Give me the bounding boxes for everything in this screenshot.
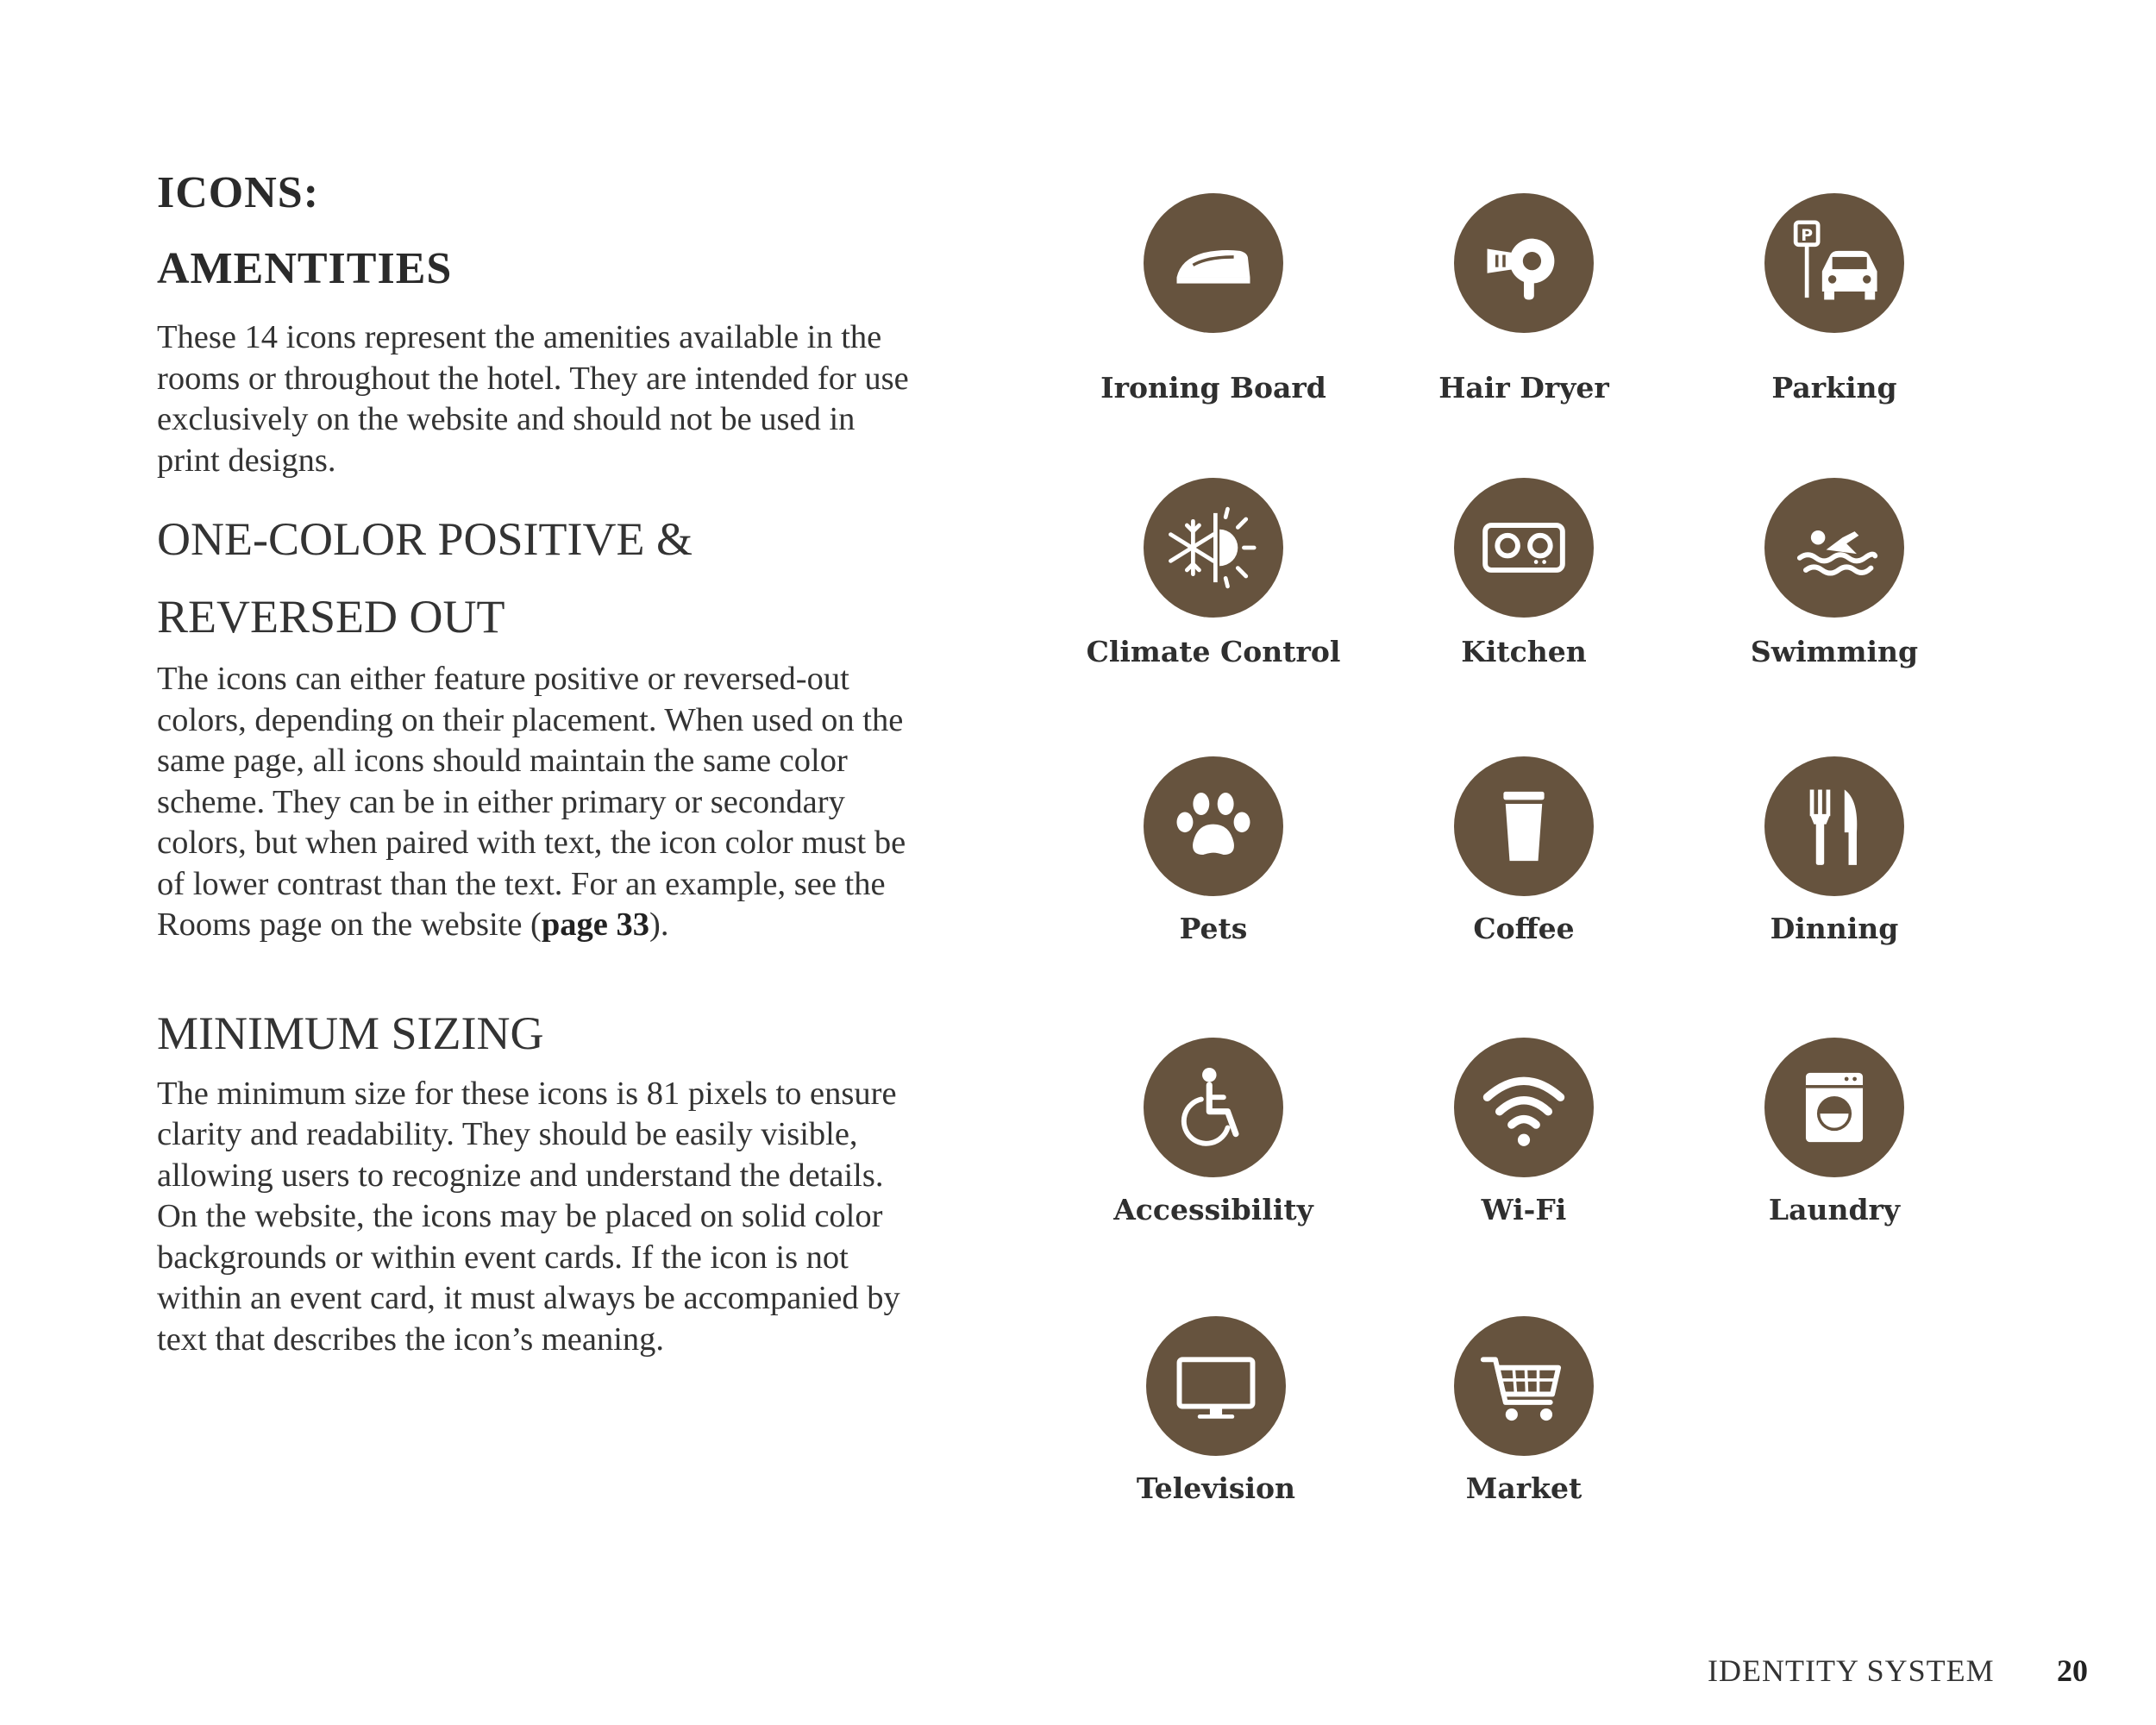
color-paragraph-end: ). [649,906,669,943]
amenity-label: Laundry [1768,1193,1901,1226]
amenity-label: Dinning [1770,912,1899,945]
shopping-cart-icon [1454,1316,1594,1456]
amenity-hair-dryer [1369,193,1679,405]
fork-knife-icon [1764,756,1904,896]
sizing-paragraph: The minimum size for these icons is 81 pixels to ensure clarity and readability. They should be easily visible, allowing users to recognize and understand the details. On the website, the icons may be placed on solid color backgrounds or within event cards. If the icon is not within an event card, it must always be accompanied by text that describes the icon’s meaning. [157,1075,900,1358]
svg-text:P: P [1801,226,1814,246]
amenity-laundry [1679,1038,1990,1226]
wheelchair-icon [1144,1038,1283,1177]
section-title-color-line1: ONE-COLOR POSITIVE & [157,513,693,565]
amenity-pets [1058,756,1369,945]
amenity-wifi [1369,1038,1679,1226]
amenity-market [1369,1316,1679,1505]
swimming-icon [1764,478,1904,618]
amenity-label: Accessibility [1113,1193,1313,1226]
page-number: 20 [2057,1653,2088,1688]
kitchen-icon [1454,478,1594,618]
wifi-icon [1454,1038,1594,1177]
amenity-kitchen [1369,478,1679,668]
section-title-color-line2: REVERSED OUT [157,591,505,643]
amenity-label: Hair Dryer [1438,371,1609,405]
amenity-label: Pets [1179,912,1248,945]
television-icon [1146,1316,1286,1456]
intro-paragraph: These 14 icons represent the amenities available in the rooms or throughout the hotel. They are intended for use exclusively on the website and should not be used in print designs. [157,319,909,479]
amenity-label: Kitchen [1461,635,1587,668]
amenity-label: Climate Control [1086,635,1341,668]
hair-dryer-icon [1454,193,1594,333]
amenity-climate-control [1058,478,1369,668]
page-title-line1: ICONS: [157,168,320,217]
page-title-line2: AMENTITIES [157,244,453,293]
amenity-label: Parking [1771,371,1897,405]
amenity-dinning [1679,756,1990,945]
amenity-label: Ironing Board [1100,371,1326,405]
page-reference: page 33 [541,906,649,943]
amenity-label: Television [1136,1471,1296,1505]
section-title-sizing: MINIMUM SIZING [157,1007,544,1059]
amenity-label: Coffee [1473,912,1575,945]
amenity-parking [1679,193,1990,405]
text-column [157,155,916,1360]
paw-icon [1144,756,1283,896]
amenity-label: Wi-Fi [1481,1193,1567,1226]
color-paragraph-text: The icons can either feature positive or reversed-out colors, depending on their placement. When used on the same page, all icons should maintain the same color scheme. They can be in either primary or secondary colors, but when paired with text, the icon color must be of lower contrast than the text. For an example, see the Rooms page on the website ( [157,661,906,943]
amenity-ironing-board [1058,193,1369,405]
amenity-swimming [1679,478,1990,668]
color-paragraph [157,659,916,946]
amenity-label: Market [1465,1471,1583,1505]
coffee-cup-icon [1454,756,1594,896]
climate-control-icon [1144,478,1283,618]
washing-machine-icon [1764,1038,1904,1177]
iron-icon [1144,193,1283,333]
amenity-coffee [1369,756,1679,945]
parking-icon [1764,193,1904,333]
amenity-television [1061,1316,1371,1505]
amenity-accessibility [1058,1038,1369,1226]
amenity-label: Swimming [1750,635,1919,668]
footer-section-title: IDENTITY SYSTEM [1708,1653,1995,1688]
